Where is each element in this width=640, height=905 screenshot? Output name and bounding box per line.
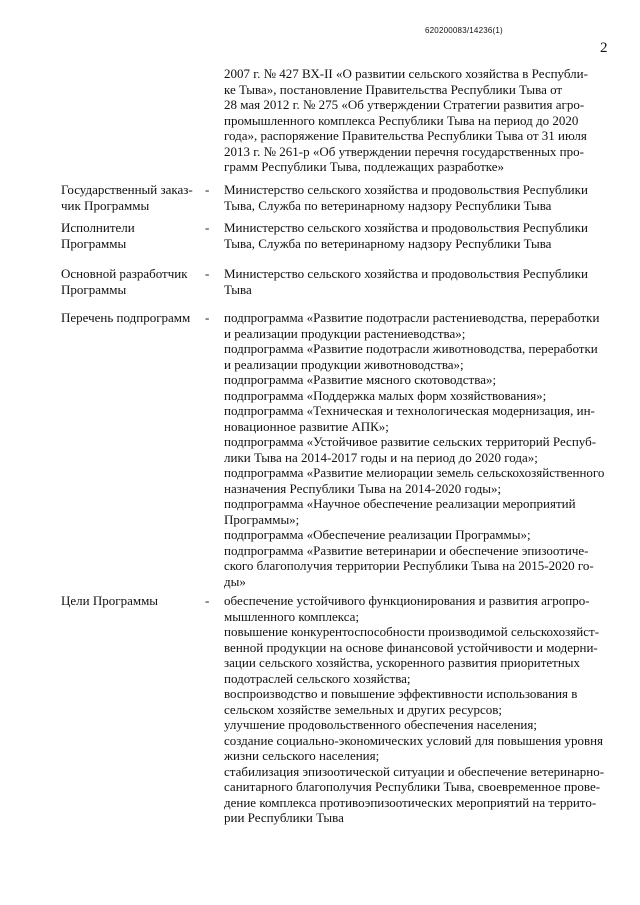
- row-content: [224, 266, 610, 297]
- row-content-line: Министерство сельского хозяйства и продовольствия Республики: [224, 182, 588, 197]
- row-label-line: Государственный заказ-: [61, 182, 193, 197]
- row-label-line: Исполнители: [61, 220, 135, 235]
- row-content-line: Тыва, Служба по ветеринарному надзору Республики Тыва: [224, 197, 552, 213]
- row-content-line: Министерство сельского хозяйства и продовольствия Республики: [224, 220, 588, 235]
- subprogram-line: подпрограмма «Развитие подотрасли животноводства, переработки: [224, 341, 598, 356]
- subprogram-line: подпрограмма «Научное обеспечение реализации мероприятий: [224, 496, 576, 511]
- subprogram-line: подпрограмма «Развитие мелиорации земель сельскохозяйственного: [224, 465, 605, 480]
- goal-line: обеспечение устойчивого функционирования и развития агропро-: [224, 593, 590, 608]
- row-label-line: Программы: [61, 235, 127, 251]
- row-dash: -: [205, 310, 210, 325]
- row-content-line: Министерство сельского хозяйства и продовольствия Республики: [224, 266, 588, 281]
- goal-line: стабилизация эпизоотической ситуации и обеспечение ветеринарно-: [224, 763, 605, 779]
- intro-line: ке Тыва», постановление Правительства Республики Тыва от: [224, 81, 563, 97]
- row-dash: -: [205, 220, 210, 235]
- goal-line: рии Республики Тыва: [224, 810, 344, 825]
- intro-line: промышленного комплекса Республики Тыва на период до 2020: [224, 112, 579, 128]
- row-content-line: Тыва, Служба по ветеринарному надзору Республики Тыва: [224, 235, 552, 251]
- goal-line: сельском хозяйстве земельных и других ресурсов;: [224, 701, 503, 717]
- row-dash: -: [205, 593, 210, 608]
- goal-line: воспроизводство и повышение эффективности использования в: [224, 686, 578, 701]
- subprogram-line: подпрограмма «Техническая и технологическая модернизация, ин-: [224, 403, 595, 418]
- subprogram-line: подпрограмма «Обеспечение реализации Программы»;: [224, 527, 531, 542]
- row-label-line: Цели Программы: [61, 593, 159, 608]
- subprogram-line: подпрограмма «Развитие подотрасли растениеводства, переработки: [224, 310, 600, 325]
- intro-paragraph: [224, 66, 610, 175]
- row-label: [61, 310, 201, 326]
- row-label: [61, 182, 201, 213]
- subprogram-line: лики Тыва на 2014-2017 годы и на период до 2020 года»;: [224, 449, 538, 465]
- intro-line: 28 мая 2012 г. № 275 «Об утверждении Стратегии развития агро-: [224, 97, 585, 112]
- row-content: [224, 182, 610, 213]
- goal-line: мышленного комплекса;: [224, 608, 360, 624]
- row-label-line: чик Программы: [61, 197, 150, 213]
- goal-line: создание социально-экономических условий для повышения уровня: [224, 732, 604, 748]
- row-label-line: Программы: [61, 281, 127, 297]
- subprogram-line: и реализации продукции животноводства»;: [224, 356, 464, 372]
- intro-line: грамм Республики Тыва, подлежащих разработке»: [224, 159, 505, 174]
- row-label: [61, 266, 201, 297]
- row-label-line: Перечень подпрограмм: [61, 310, 191, 325]
- document-code: 620200083/14236(1): [425, 26, 503, 35]
- row-label: [61, 220, 201, 251]
- intro-line: года», распоряжение Правительства Республики Тыва от 31 июля: [224, 128, 587, 143]
- subprogram-line: подпрограмма «Устойчивое развитие сельских территорий Респуб-: [224, 434, 597, 449]
- row-label-line: Основной разработчик: [61, 266, 188, 281]
- intro-line: 2007 г. № 427 ВХ-II «О развитии сельского хозяйства в Республи-: [224, 66, 588, 81]
- page-number: 2: [600, 40, 608, 56]
- intro-line: 2013 г. № 261-р «Об утверждении перечня государственных про-: [224, 143, 584, 159]
- row-dash: -: [205, 266, 210, 281]
- goal-line: санитарного благополучия Республики Тыва, своевременное прове-: [224, 779, 601, 794]
- subprogram-line: подпрограмма «Развитие ветеринарии и обеспечение эпизоотиче-: [224, 542, 589, 558]
- subprogram-line: подпрограмма «Развитие мясного скотоводства»;: [224, 372, 497, 387]
- goal-line: жизни сельского населения;: [224, 748, 380, 763]
- goal-line: зации сельского хозяйства, ускоренного развития приоритетных: [224, 655, 581, 670]
- row-content: [224, 593, 610, 826]
- goal-line: улучшение продовольственного обеспечения населения;: [224, 717, 537, 732]
- subprogram-line: новационное развитие АПК»;: [224, 418, 389, 434]
- subprogram-line: подпрограмма «Поддержка малых форм хозяйствования»;: [224, 387, 547, 403]
- subprogram-line: назначения Республики Тыва на 2014-2020 годы»;: [224, 480, 502, 496]
- goal-line: дение комплекса противоэпизоотических мероприятий на террито-: [224, 794, 597, 810]
- subprogram-line: и реализации продукции растениеводства»;: [224, 325, 466, 341]
- subprogram-line: ды»: [224, 573, 246, 589]
- subprogram-line: Программы»;: [224, 511, 300, 527]
- row-label: [61, 593, 201, 609]
- row-content: [224, 220, 610, 251]
- goal-line: подотраслей сельского хозяйства;: [224, 670, 411, 686]
- row-content-line: Тыва: [224, 281, 252, 297]
- row-content: [224, 310, 610, 589]
- row-dash: -: [205, 182, 210, 197]
- goal-line: повышение конкурентоспособности производимой сельскохозяйст-: [224, 624, 600, 639]
- subprogram-line: ского благополучия территории Республики Тыва на 2015-2020 го-: [224, 558, 594, 573]
- goal-line: венной продукции на основе финансовой устойчивости и модерни-: [224, 639, 598, 655]
